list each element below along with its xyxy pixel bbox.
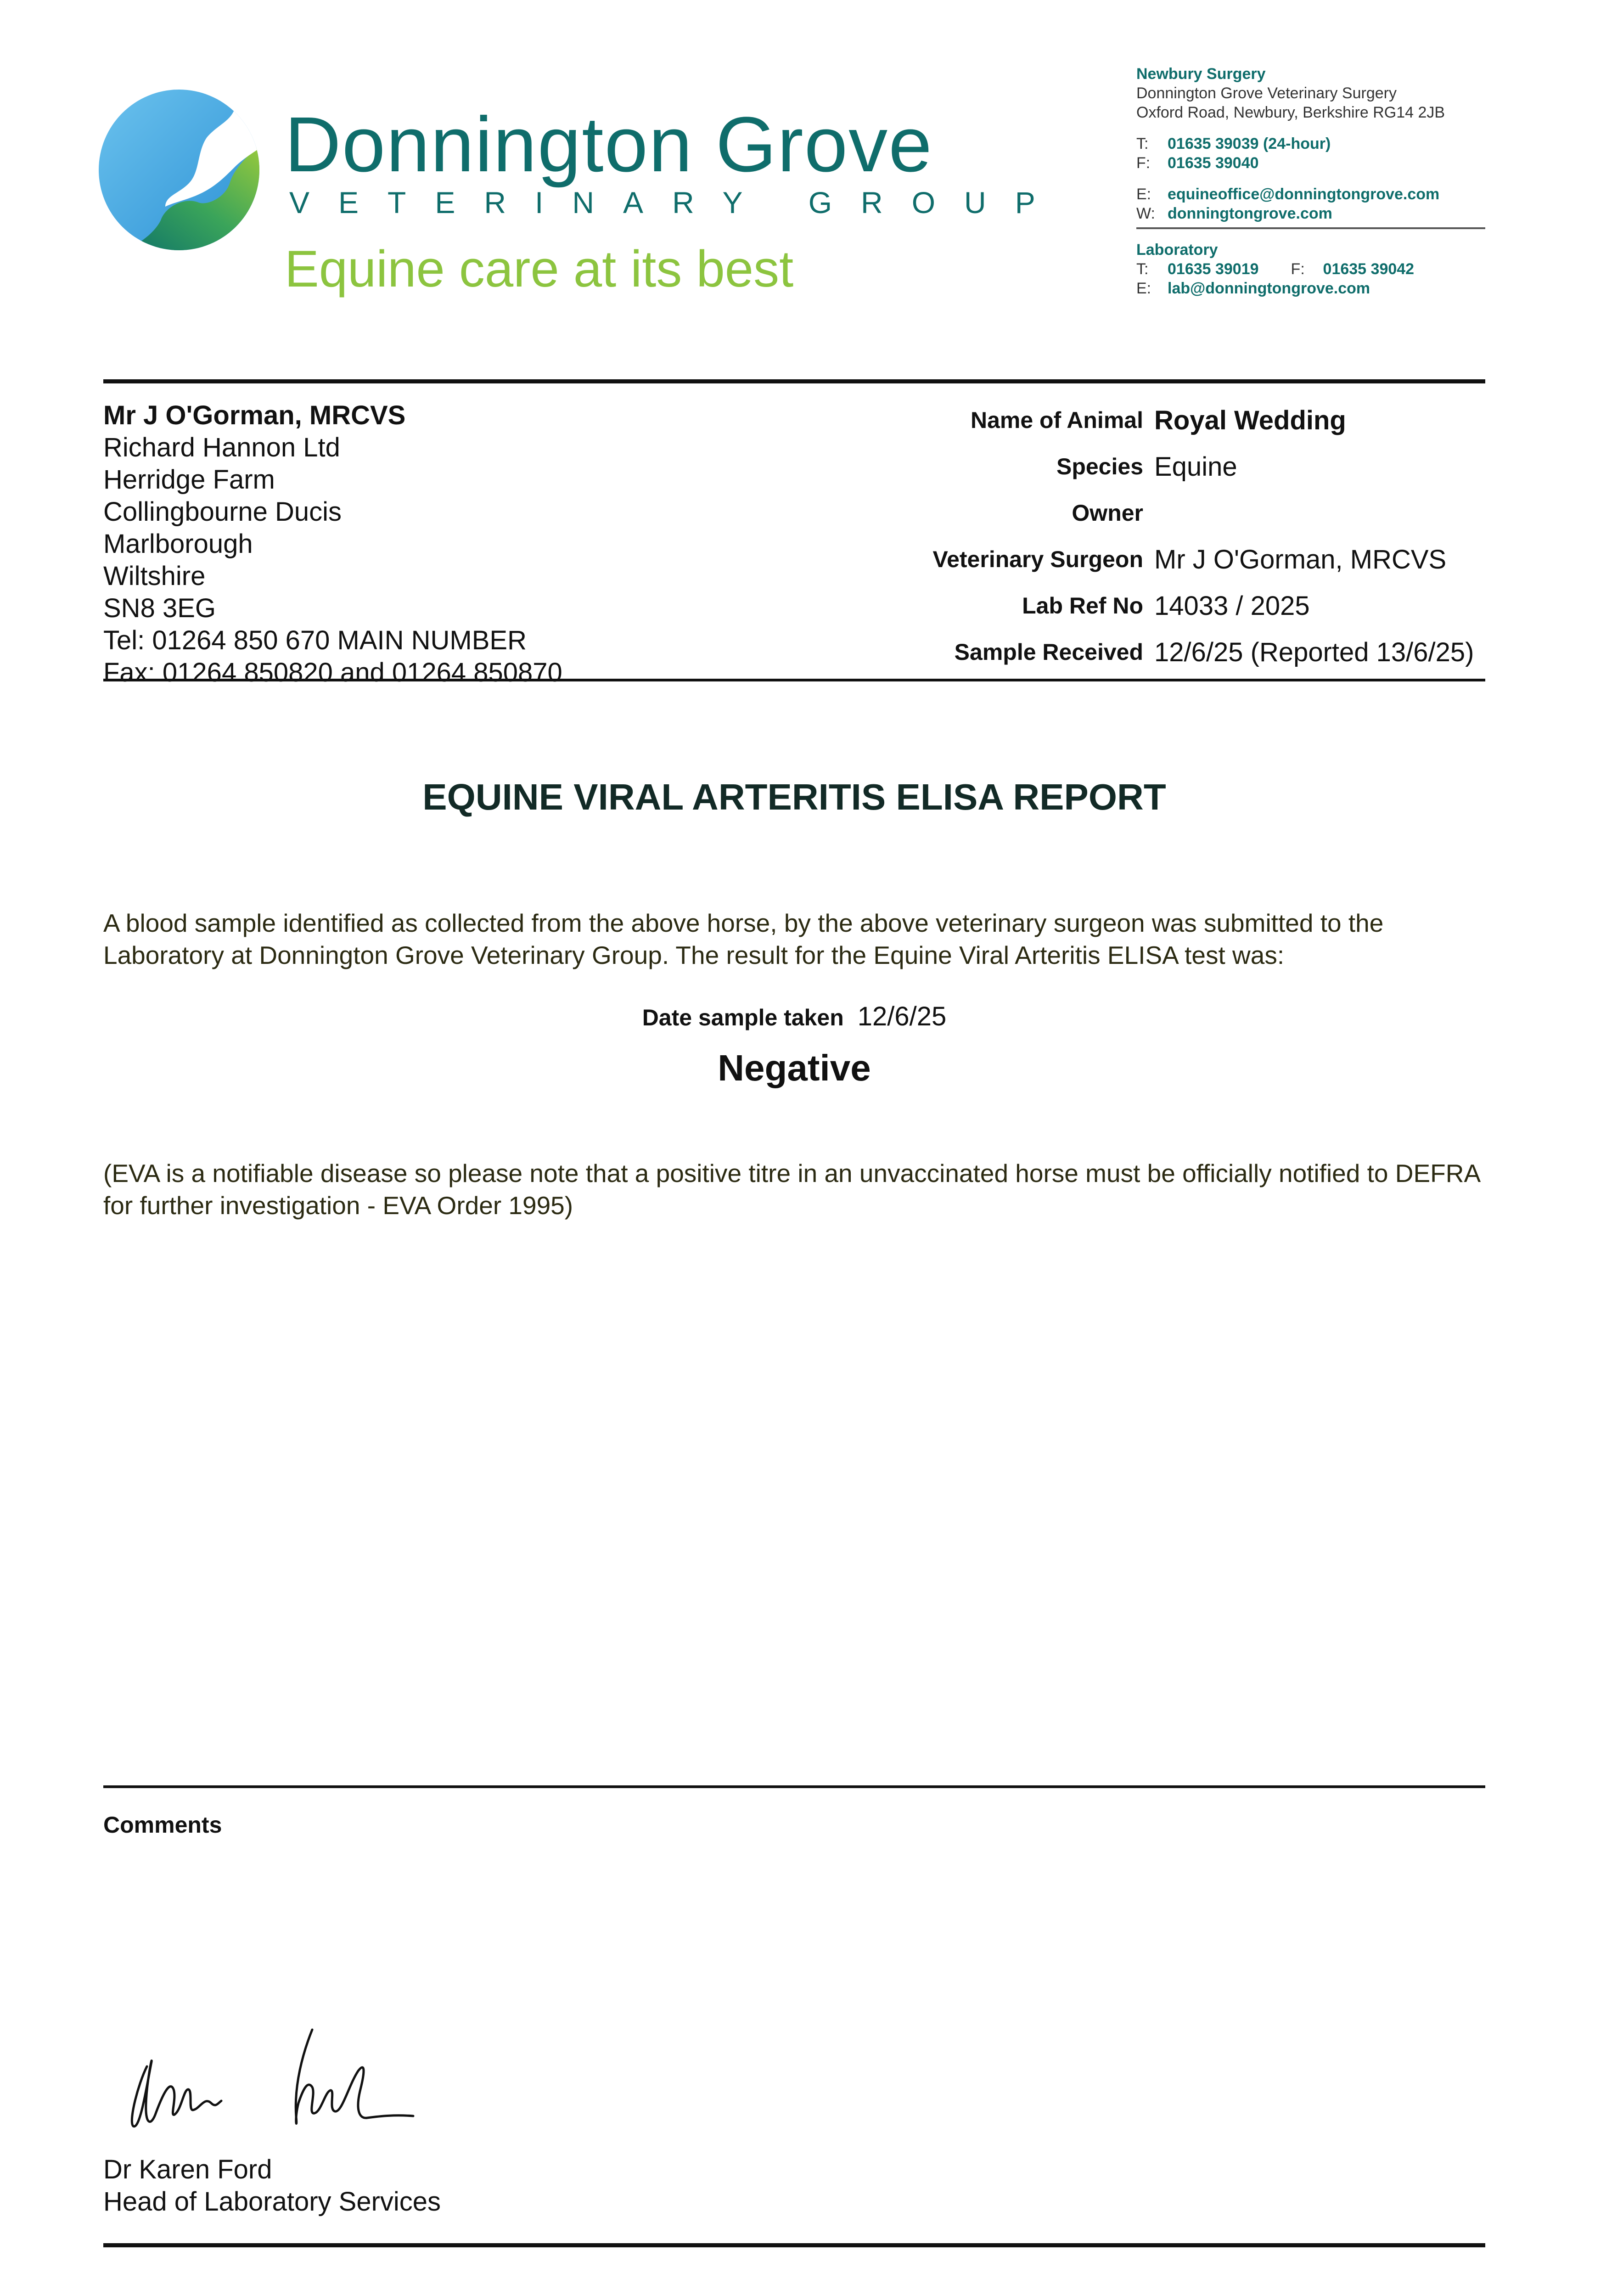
surgery-address: Oxford Road, Newbury, Berkshire RG14 2JB xyxy=(1136,104,1445,121)
owner-label: Owner xyxy=(1072,500,1143,526)
sample-received-value: 12/6/25 (Reported 13/6/25) xyxy=(1154,637,1474,667)
recipient-name: Mr J O'Gorman, MRCVS xyxy=(103,400,406,430)
brand-subtitle: VETERINARY GROUP xyxy=(289,186,1064,219)
lab-ref-value: 14033 / 2025 xyxy=(1154,591,1310,621)
footer-rule xyxy=(103,2243,1485,2247)
address-line: Marlborough xyxy=(103,529,253,559)
address-line: Herridge Farm xyxy=(103,465,275,495)
detail-row-species xyxy=(826,450,1488,497)
address-line: Richard Hannon Ltd xyxy=(103,433,340,462)
address-fax: Fax: 01264 850820 and 01264 850870 xyxy=(103,658,562,687)
species-value: Equine xyxy=(1154,452,1237,482)
lab-phone-value: 01635 39019 xyxy=(1168,260,1259,278)
animal-name-value: Royal Wedding xyxy=(1154,405,1346,435)
vet-value: Mr J O'Gorman, MRCVS xyxy=(1154,545,1447,574)
detail-row-vet xyxy=(826,543,1488,590)
lab-fax-label: F: xyxy=(1291,260,1305,278)
address-line: SN8 3EG xyxy=(103,593,216,623)
brand-tagline: Equine care at its best xyxy=(285,240,794,298)
email-label: E: xyxy=(1136,186,1151,203)
phone-value: 01635 39039 (24-hour) xyxy=(1168,135,1331,152)
sample-received-label: Sample Received xyxy=(954,639,1143,665)
lab-email-link[interactable]: lab@donningtongrove.com xyxy=(1168,280,1370,297)
lab-fax-value: 01635 39042 xyxy=(1323,260,1415,278)
detail-row-animal xyxy=(826,404,1488,450)
report-title: EQUINE VIRAL ARTERITIS ELISA REPORT xyxy=(422,777,1166,817)
address-phone: Tel: 01264 850 670 MAIN NUMBER xyxy=(103,625,527,655)
vet-label: Veterinary Surgeon xyxy=(932,546,1143,572)
address-line: Collingbourne Ducis xyxy=(103,497,342,527)
detail-row-received xyxy=(826,636,1488,682)
comments-label: Comments xyxy=(103,1812,222,1838)
brand-name: Donnington Grove xyxy=(285,101,933,188)
detail-row-owner xyxy=(826,497,1488,543)
test-result: Negative xyxy=(718,1047,871,1088)
date-taken-value: 12/6/25 xyxy=(857,1002,947,1031)
address-line: Wiltshire xyxy=(103,561,206,591)
lab-ref-label: Lab Ref No xyxy=(1022,593,1143,619)
date-sample-taken xyxy=(103,1001,1485,1032)
fax-value: 01635 39040 xyxy=(1168,154,1259,172)
phone-label: T: xyxy=(1136,135,1149,152)
web-label: W: xyxy=(1136,205,1155,222)
species-label: Species xyxy=(1056,454,1143,479)
signatory xyxy=(103,2154,441,2218)
laboratory-contact xyxy=(1136,240,1494,298)
surgery-contact xyxy=(1136,64,1494,223)
detail-row-labref xyxy=(826,590,1488,636)
comments-rule xyxy=(103,1785,1485,1788)
animal-details xyxy=(826,404,1488,682)
contact-divider xyxy=(1136,227,1485,229)
fax-label: F: xyxy=(1136,154,1151,172)
animal-name-label: Name of Animal xyxy=(970,407,1143,433)
notifiable-note: (EVA is a notifiable disease so please note that a positive titre in an unvaccinated horse must be officially notified to DEFRA for further investigation - EVA Order 1995) xyxy=(103,1159,1480,1220)
signature-icon xyxy=(119,2011,477,2140)
surgery-title: Newbury Surgery xyxy=(1136,65,1266,83)
lab-phone-label: T: xyxy=(1136,260,1149,278)
signer-name: Dr Karen Ford xyxy=(103,2155,272,2184)
lab-email-label: E: xyxy=(1136,280,1151,297)
email-link[interactable]: equineoffice@donningtongrove.com xyxy=(1168,186,1440,203)
logo-icon xyxy=(96,87,262,253)
lab-title: Laboratory xyxy=(1136,241,1218,259)
surgery-name: Donnington Grove Veterinary Surgery xyxy=(1136,84,1397,102)
signer-title: Head of Laboratory Services xyxy=(103,2187,441,2217)
recipient-address xyxy=(103,400,631,687)
date-taken-label: Date sample taken xyxy=(642,1005,844,1030)
report-paragraph: A blood sample identified as collected from the above horse, by the above veterinary surgeon was submitted to the Laboratory at Donnington Grove Veterinary Group. The result for the Equine Viral Arteritis ELISA test was: xyxy=(103,909,1384,969)
header-rule-top xyxy=(103,379,1485,383)
website-link[interactable]: donningtongrove.com xyxy=(1168,205,1332,222)
